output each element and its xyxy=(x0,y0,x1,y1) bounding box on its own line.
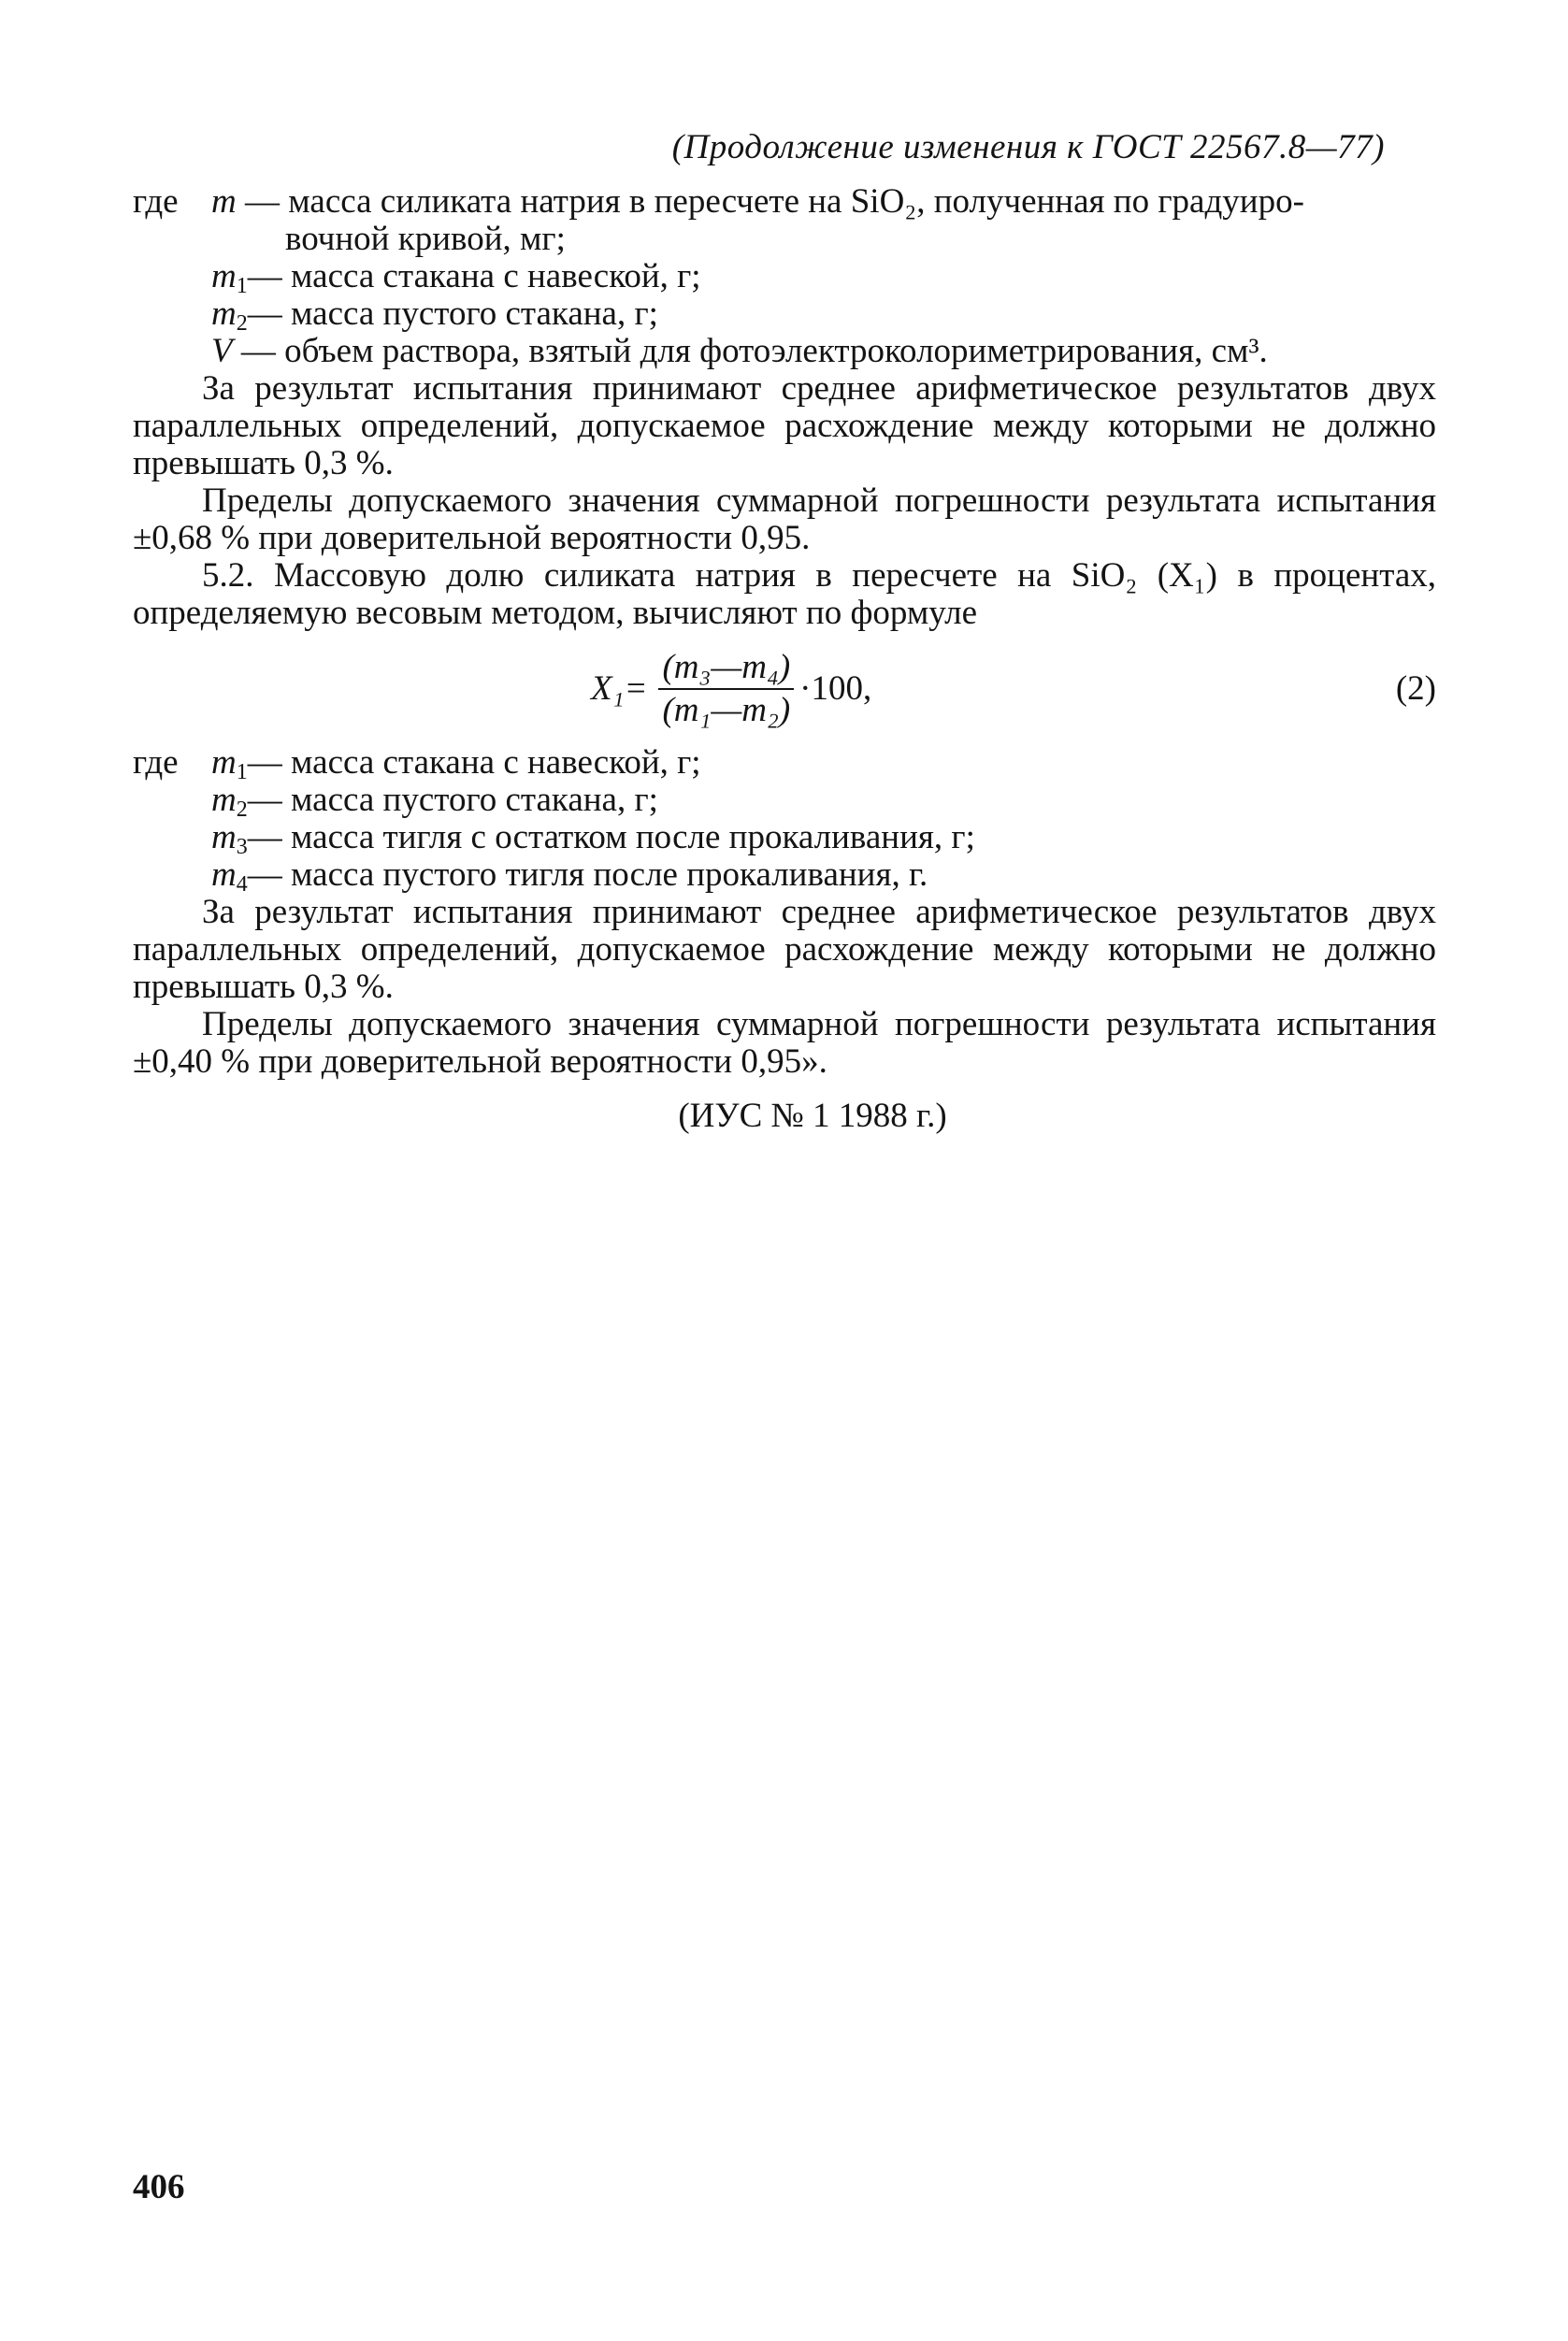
definition-text: — масса стакана с навеской, г; xyxy=(247,257,701,295)
paragraph-section-5-2: 5.2. Массовую долю силиката натрия в пересчете на SiO₂ (X₁) в процентах, определяемую весовым методом, вычисляют по формуле xyxy=(133,556,1436,632)
formula xyxy=(591,638,871,740)
paragraph-result: За результат испытания принимают среднее арифметическое результатов двух параллельных определений, допускаемое расхождение между которыми не должно превышать 0,3 %. xyxy=(133,369,1436,482)
paragraph-error-limits: Пределы допускаемого значения суммарной погрешности результата испытания ±0,68 % при доверительной вероятности 0,95. xyxy=(133,481,1436,557)
definition-symbol: V xyxy=(211,332,233,370)
definition-label xyxy=(133,782,211,819)
definition-symbol: $m_1$ xyxy=(211,743,248,784)
definition-row xyxy=(133,333,1436,370)
definition-label: где xyxy=(133,182,179,221)
document-body xyxy=(133,183,1436,1135)
formula-denominator: (m₁—m₂) xyxy=(662,691,791,729)
definition-symbol: m xyxy=(211,182,237,221)
paragraph-error-limits-2: Пределы допускаемого значения суммарной погрешности результата испытания ±0,40 % при доверительной вероятности 0,95». xyxy=(133,1005,1436,1081)
definition-row xyxy=(133,781,1436,822)
definition-label xyxy=(133,295,211,333)
definition-text: — масса стакана с навеской, г; xyxy=(247,743,701,782)
definition-text: — масса тигля с остатком после прокаливания, г; xyxy=(247,818,975,856)
formula-fraction xyxy=(658,649,794,729)
definition-label: где xyxy=(133,743,179,782)
definition-text: — объем раствора, взятый для фотоэлектроколориметрирования, см³. xyxy=(240,332,1268,370)
definition-text: — масса пустого тигля после прокаливания, г. xyxy=(247,855,928,894)
definitions-list-1 xyxy=(133,183,1436,370)
definition-symbol: $m_2$ xyxy=(211,294,248,336)
page-number: 406 xyxy=(133,2168,185,2206)
formula-lhs: X₁= xyxy=(591,669,648,708)
page-header: (Продолжение изменения к ГОСТ 22567.8—77) xyxy=(671,128,1385,166)
definition-label xyxy=(133,819,211,856)
definition-row xyxy=(133,744,1436,782)
formula-tail: ·100, xyxy=(799,669,872,708)
definition-label xyxy=(133,258,211,295)
formula-number: (2) xyxy=(1395,669,1436,708)
definition-row xyxy=(133,183,1436,221)
definition-symbol: $m_1$ xyxy=(211,257,248,298)
definition-text: — масса силиката натрия в пересчете на SiO₂, полученная по градуиро- xyxy=(244,182,1304,221)
definition-symbol: $m_3$ xyxy=(211,818,248,859)
definition-text: — масса пустого стакана, г; xyxy=(247,294,658,333)
definition-continuation: вочной кривой, мг; xyxy=(285,220,566,258)
definition-row xyxy=(133,257,1436,298)
definitions-list-2 xyxy=(133,743,1436,897)
definition-row xyxy=(133,855,1436,897)
definition-row xyxy=(133,294,1436,336)
paragraph-result-2: За результат испытания принимают среднее арифметическое результатов двух параллельных определений, допускаемое расхождение между которыми не должно превышать 0,3 %. xyxy=(133,893,1436,1006)
source-note: (ИУС № 1 1988 г.) xyxy=(678,1097,947,1135)
definition-label xyxy=(133,333,211,370)
definition-symbol: $m_2$ xyxy=(211,781,248,822)
formula-numerator: (m₃—m₄) xyxy=(658,649,794,690)
definition-text: — масса пустого стакана, г; xyxy=(247,781,658,819)
definition-label xyxy=(133,856,211,894)
formula-row xyxy=(133,638,1436,740)
definition-symbol: $m_4$ xyxy=(211,855,248,897)
definition-row xyxy=(133,818,1436,859)
